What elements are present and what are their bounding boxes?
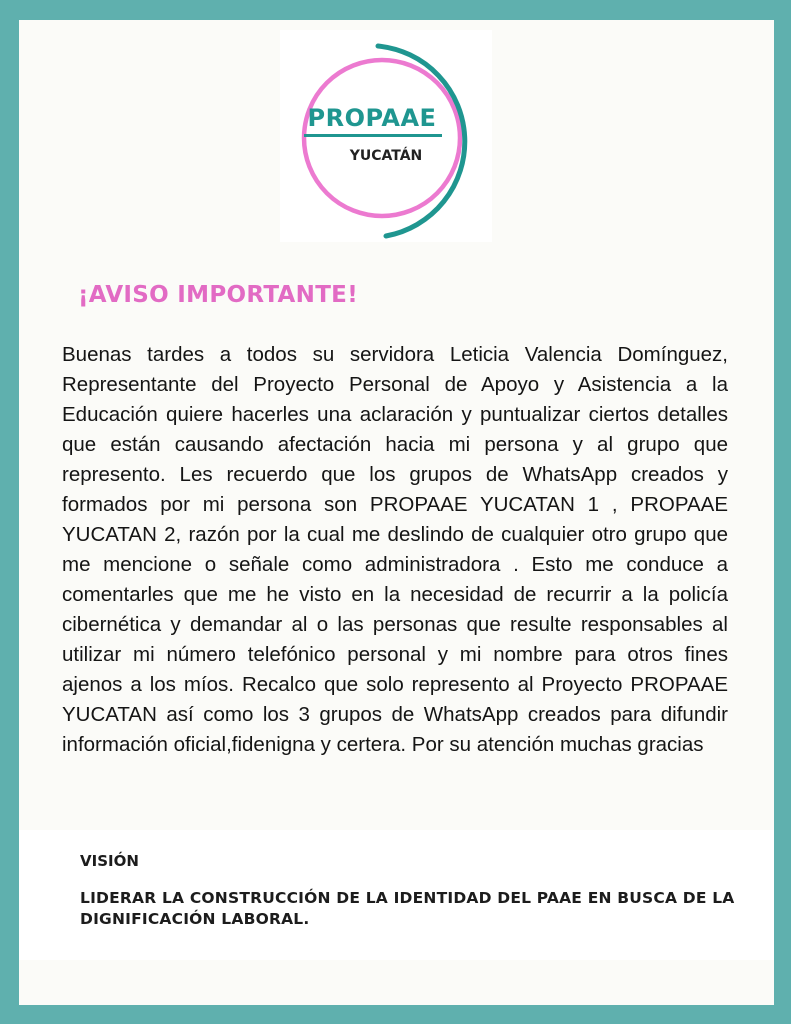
- propaae-logo: [280, 30, 492, 242]
- logo-subtitle: YUCATÁN: [349, 148, 423, 164]
- logo-underline: [304, 134, 442, 137]
- notice-body: Buenas tardes a todos su servidora Leticia Valencia Domínguez, Representante del Proyecto Personal de Apoyo y Asistencia a la Educación quiere hacerles una aclaración y puntualizar ciertos detalles que están causando afectación hacia mi persona y al grupo que represento. Les recuerdo que los grupos de WhatsApp creados y formados por mi persona son PROPAAE YUCATAN 1 , PROPAAE YUCATAN 2, razón por la cual me deslindo de cualquier otro grupo que me mencione o señale como administradora . Esto me conduce a comentarles que me he visto en la necesidad de recurrir a la policía cibernética y demandar al o las personas que resulte responsables al utilizar mi número telefónico personal y mi nombre para otros fines ajenos a los míos. Recalco que solo represento al Proyecto PROPAAE YUCATAN así como los 3 grupos de WhatsApp creados para difundir información oficial,fidenigna y certera. Por su atención muchas gracias: [62, 343, 728, 756]
- notice-title: ¡AVISO IMPORTANTE!: [78, 282, 358, 308]
- vision-heading: VISIÓN: [80, 852, 139, 870]
- logo-title: PROPAAE: [307, 104, 437, 132]
- vision-statement: LIDERAR LA CONSTRUCCIÓN DE LA IDENTIDAD DEL PAAE EN BUSCA DE LA DIGNIFICACIÓN LABORAL.: [80, 889, 735, 928]
